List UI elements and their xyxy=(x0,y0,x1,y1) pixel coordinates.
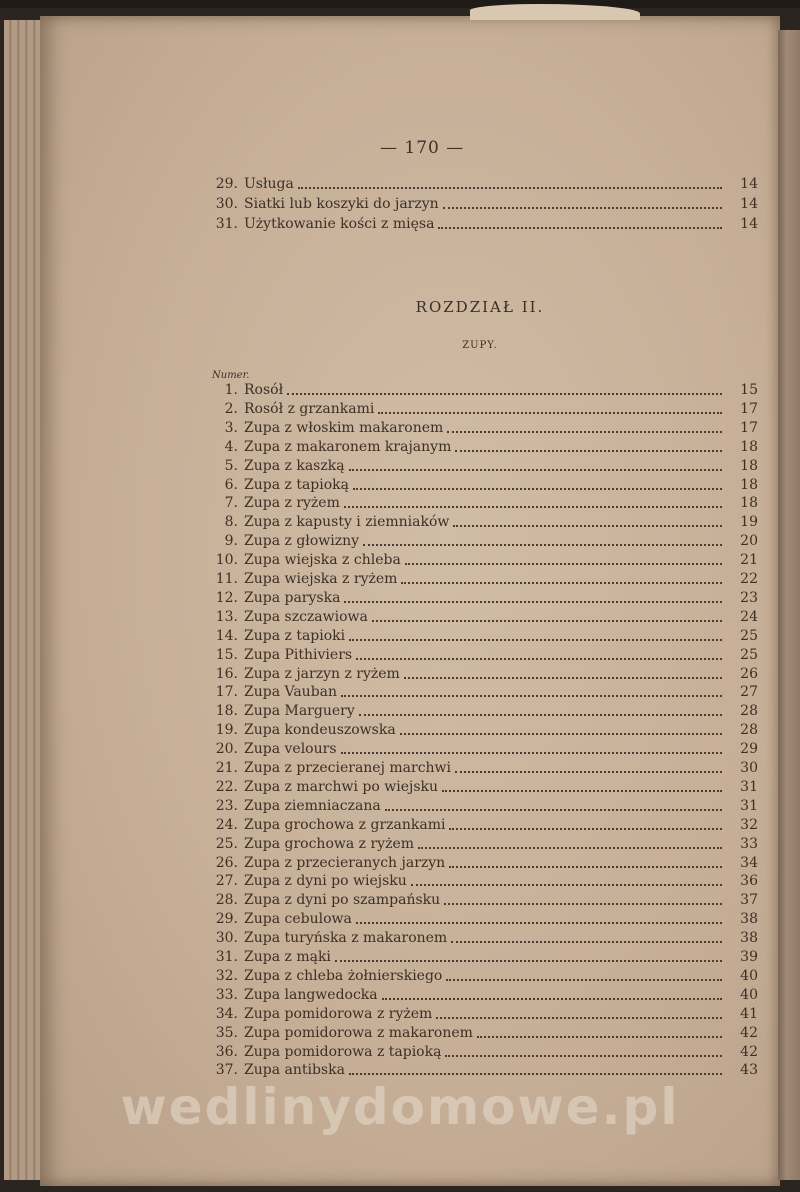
entry-number: 1. xyxy=(224,382,238,398)
contents-row xyxy=(180,872,758,891)
entry-number: 30. xyxy=(215,196,238,212)
entry-title: Zupa z ryżem xyxy=(244,495,340,512)
contents-row xyxy=(180,195,758,214)
contents-row xyxy=(180,400,758,419)
entry-page: 40 xyxy=(740,967,758,984)
contents-row xyxy=(180,854,758,873)
leader-dots xyxy=(344,506,722,508)
entry-number: 9. xyxy=(224,533,238,550)
entry-number: 21. xyxy=(215,760,238,776)
contents-row xyxy=(180,778,758,797)
entry-number: 8. xyxy=(224,514,238,531)
entry-title: Zupa z kapusty i ziemniaków xyxy=(244,514,450,531)
leader-dots xyxy=(341,752,723,754)
entry-title: Zupa antibska xyxy=(244,1062,345,1079)
entry-page: 17 xyxy=(740,400,758,417)
entry-title: Zupa ziemniaczana xyxy=(244,797,381,814)
leader-dots xyxy=(451,941,722,943)
entry-page: 43 xyxy=(740,1062,758,1079)
leader-dots xyxy=(372,620,722,622)
entry-page: 28 xyxy=(740,722,758,739)
contents-row xyxy=(180,910,758,929)
entry-number: 3. xyxy=(224,419,238,436)
leader-dots xyxy=(445,1055,722,1057)
contents-row xyxy=(180,476,758,495)
entry-number: 17. xyxy=(215,684,238,701)
leader-dots xyxy=(455,450,722,452)
entry-number: 29. xyxy=(215,176,238,192)
entry-number: 31. xyxy=(215,216,238,232)
entry-page: 18 xyxy=(740,438,758,455)
entry-page: 20 xyxy=(740,533,758,550)
entry-number: 35. xyxy=(215,1024,238,1041)
entry-page: 31 xyxy=(740,778,758,795)
contents-row xyxy=(180,1024,758,1043)
entry-title: Zupa z kaszką xyxy=(244,457,345,474)
entry-page: 40 xyxy=(740,986,758,1003)
entry-page: 24 xyxy=(740,608,758,625)
contents-row xyxy=(180,589,758,608)
entry-number: 7. xyxy=(224,495,238,512)
entry-page: 38 xyxy=(740,930,758,947)
contents-row xyxy=(180,381,758,400)
entry-title: Zupa grochowa z ryżem xyxy=(244,835,415,852)
leader-dots xyxy=(418,847,722,849)
entry-title: Zupa z głowizny xyxy=(244,533,360,550)
entry-page: 15 xyxy=(740,382,758,398)
entry-page: 18 xyxy=(740,495,758,512)
entry-page: 18 xyxy=(740,457,758,474)
leader-dots xyxy=(449,828,722,830)
leader-dots xyxy=(335,960,722,962)
entry-number: 2. xyxy=(224,400,238,417)
entry-number: 6. xyxy=(224,476,238,493)
contents-row xyxy=(180,646,758,665)
leader-dots xyxy=(378,412,722,414)
leader-dots xyxy=(341,695,722,697)
entry-page: 33 xyxy=(740,835,758,852)
leader-dots xyxy=(449,866,722,868)
entry-title: Zupa paryska xyxy=(244,589,341,606)
entry-page: 21 xyxy=(740,552,758,569)
leader-dots xyxy=(438,227,722,229)
entry-number: 11. xyxy=(215,571,238,587)
entry-title: Zupa turyńska z makaronem xyxy=(244,930,448,947)
entry-number: 23. xyxy=(215,797,238,814)
watermark: wedlinydomowe.pl xyxy=(120,1078,680,1136)
leader-dots xyxy=(405,563,722,565)
entry-number: 36. xyxy=(215,1043,238,1060)
entry-page: 14 xyxy=(740,196,758,212)
contents-row xyxy=(180,891,758,910)
contents-row xyxy=(180,759,758,778)
entry-title: Zupa z dyni po wiejsku xyxy=(244,873,407,890)
contents-row xyxy=(180,513,758,532)
contents-row xyxy=(180,570,758,589)
entry-number: 34. xyxy=(215,1005,238,1022)
entry-page: 17 xyxy=(740,419,758,436)
leader-dots xyxy=(453,525,722,527)
entry-number: 33. xyxy=(215,986,238,1003)
entry-number: 14. xyxy=(215,627,238,644)
leader-dots xyxy=(349,639,722,641)
entry-page: 38 xyxy=(740,911,758,928)
leader-dots xyxy=(401,582,722,584)
entry-page: 36 xyxy=(740,873,758,890)
entry-number: 20. xyxy=(215,741,238,758)
torn-paper-edge xyxy=(470,4,640,20)
leader-dots xyxy=(353,488,722,490)
page-number: — 170 — xyxy=(380,138,465,158)
entry-number: 31. xyxy=(215,949,238,965)
leader-dots xyxy=(287,393,722,395)
entry-page: 27 xyxy=(740,684,758,701)
contents-row xyxy=(180,532,758,551)
contents-row xyxy=(180,457,758,476)
contents-row xyxy=(180,1005,758,1024)
entry-number: 10. xyxy=(215,552,238,569)
entry-title: Zupa pomidorowa z makaronem xyxy=(244,1024,473,1041)
entry-number: 19. xyxy=(215,722,238,739)
entry-title: Zupa szczawiowa xyxy=(244,608,368,625)
entry-number: 24. xyxy=(215,816,238,833)
contents-row xyxy=(180,740,758,759)
contents-row xyxy=(180,967,758,986)
entry-title: Zupa grochowa z grzankami xyxy=(244,816,446,833)
contents-row xyxy=(180,948,758,967)
contents-row xyxy=(180,797,758,816)
entry-page: 18 xyxy=(740,476,758,493)
entry-page: 14 xyxy=(740,176,758,192)
entry-page: 28 xyxy=(740,703,758,720)
leader-dots xyxy=(385,809,722,811)
entry-page: 29 xyxy=(740,741,758,758)
entry-title: Zupa Vauban xyxy=(244,684,338,701)
entry-title: Zupa z tapioką xyxy=(244,476,349,493)
contents-row xyxy=(180,551,758,570)
entry-title: Zupa z przecieranych jarzyn xyxy=(244,854,446,871)
leader-dots xyxy=(359,714,722,716)
contents-row xyxy=(180,627,758,646)
entry-number: 27. xyxy=(215,873,238,890)
entry-title: Zupa z makaronem krajanym xyxy=(244,438,452,455)
entry-title: Zupa Marguery xyxy=(244,703,355,720)
contents-row xyxy=(180,986,758,1005)
entry-title: Zupa wiejska z ryżem xyxy=(244,571,398,587)
entry-page: 14 xyxy=(740,216,758,232)
contents-row xyxy=(180,721,758,740)
leader-dots xyxy=(443,207,722,209)
contents-row xyxy=(180,835,758,854)
contents-row xyxy=(180,702,758,721)
contents-row xyxy=(180,929,758,948)
chapter-subtitle: ZUPY. xyxy=(462,340,498,351)
entry-number: 4. xyxy=(224,438,238,455)
entry-title: Zupa pomidorowa z tapioką xyxy=(244,1043,442,1060)
entry-number: 37. xyxy=(215,1062,238,1079)
leader-dots xyxy=(477,1036,722,1038)
entry-page: 26 xyxy=(740,665,758,682)
contents-row xyxy=(180,215,758,234)
entry-number: 29. xyxy=(215,911,238,928)
entry-title: Użytkowanie kości z mięsa xyxy=(244,216,435,232)
entry-title: Zupa z tapioki xyxy=(244,627,346,644)
leader-dots xyxy=(446,979,722,981)
leader-dots xyxy=(356,922,722,924)
contents-row xyxy=(180,419,758,438)
entry-title: Usługa xyxy=(244,176,294,192)
entry-number: 13. xyxy=(215,608,238,625)
contents-row xyxy=(180,1043,758,1062)
entry-number: 5. xyxy=(224,457,238,474)
entry-page: 25 xyxy=(740,627,758,644)
leader-dots xyxy=(442,790,722,792)
leader-dots xyxy=(382,998,722,1000)
entry-title: Zupa wiejska z chleba xyxy=(244,552,401,569)
entry-page: 23 xyxy=(740,589,758,606)
leader-dots xyxy=(400,733,722,735)
leader-dots xyxy=(436,1017,722,1019)
entry-number: 18. xyxy=(215,703,238,720)
leader-dots xyxy=(404,677,722,679)
entry-title: Zupa kondeuszowska xyxy=(244,722,396,739)
facing-page-edge xyxy=(778,30,800,1180)
entry-number: 25. xyxy=(215,835,238,852)
entry-page: 19 xyxy=(740,514,758,531)
leader-dots xyxy=(447,431,722,433)
entry-page: 30 xyxy=(740,760,758,776)
leader-dots xyxy=(349,469,722,471)
entry-page: 25 xyxy=(740,646,758,663)
contents-row xyxy=(180,608,758,627)
chapter-title: ROZDZIAŁ II. xyxy=(415,298,545,316)
column-label: Numer. xyxy=(212,370,250,381)
entry-number: 32. xyxy=(215,967,238,984)
entry-title: Zupa pomidorowa z ryżem xyxy=(244,1005,433,1022)
contents-row xyxy=(180,494,758,513)
leader-dots xyxy=(411,884,722,886)
entry-page: 37 xyxy=(740,892,758,909)
contents-row xyxy=(180,438,758,457)
entry-title: Siatki lub koszyki do jarzyn xyxy=(244,196,439,212)
entry-page: 42 xyxy=(740,1043,758,1060)
entry-number: 30. xyxy=(215,930,238,947)
leader-dots xyxy=(356,658,722,660)
entry-number: 12. xyxy=(215,589,238,606)
contents-row xyxy=(180,816,758,835)
entry-title: Zupa langwedocka xyxy=(244,986,378,1003)
entry-title: Rosół xyxy=(244,382,284,398)
leader-dots xyxy=(344,601,722,603)
leader-dots xyxy=(455,771,722,773)
entry-title: Zupa z włoskim makaronem xyxy=(244,419,444,436)
entry-title: Zupa velours xyxy=(244,741,337,758)
entry-title: Zupa Pithiviers xyxy=(244,646,353,663)
entry-number: 16. xyxy=(215,665,238,682)
entry-title: Zupa z przecieranej marchwi xyxy=(244,760,452,776)
entry-number: 22. xyxy=(215,778,238,795)
contents-row xyxy=(180,665,758,684)
entry-page: 39 xyxy=(740,949,758,965)
entry-title: Zupa z mąki xyxy=(244,949,331,965)
leader-dots xyxy=(444,903,722,905)
entry-number: 26. xyxy=(215,854,238,871)
entry-title: Zupa z marchwi po wiejsku xyxy=(244,778,439,795)
entry-number: 15. xyxy=(215,646,238,663)
entry-page: 31 xyxy=(740,797,758,814)
entry-page: 32 xyxy=(740,816,758,833)
entry-page: 22 xyxy=(740,571,758,587)
entry-page: 41 xyxy=(740,1005,758,1022)
contents-row xyxy=(180,683,758,702)
entry-page: 42 xyxy=(740,1024,758,1041)
entry-number: 28. xyxy=(215,892,238,909)
entry-title: Zupa z dyni po szampańsku xyxy=(244,892,441,909)
leader-dots xyxy=(349,1073,722,1075)
entry-title: Zupa z jarzyn z ryżem xyxy=(244,665,400,682)
contents-row xyxy=(180,175,758,194)
leader-dots xyxy=(363,544,722,546)
entry-page: 34 xyxy=(740,854,758,871)
entry-title: Zupa z chleba żołnierskiego xyxy=(244,967,443,984)
entry-title: Zupa cebulowa xyxy=(244,911,352,928)
entry-title: Rosół z grzankami xyxy=(244,400,375,417)
leader-dots xyxy=(298,187,722,189)
